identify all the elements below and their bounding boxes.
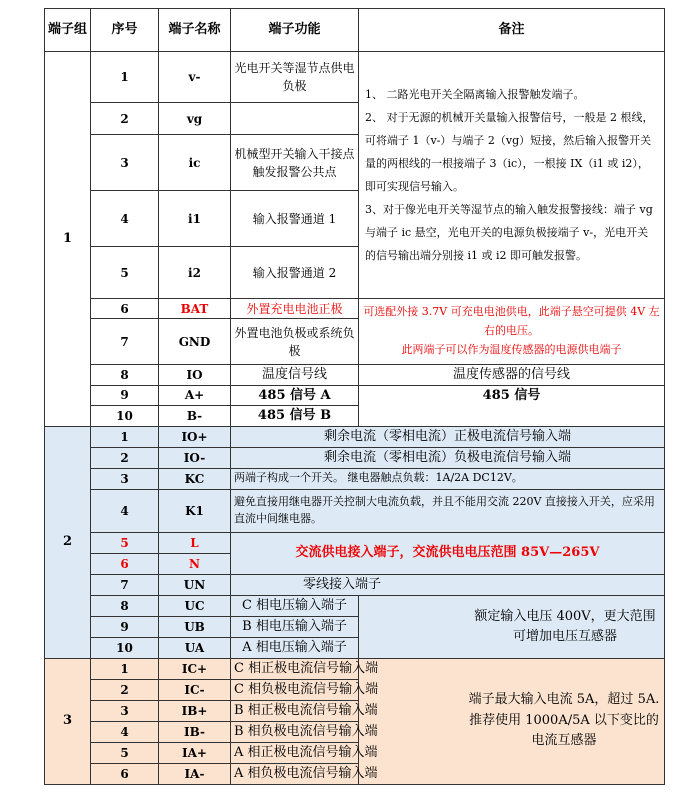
io-note: 温度传感器的信号线	[359, 365, 665, 386]
ac-power-note: 交流供电接入端子，交流供电电压范围 85V—265V	[231, 532, 665, 574]
terminal-name: IB-	[159, 721, 231, 742]
terminal-name: BAT	[159, 299, 231, 319]
current-note: 端子最大输入电流 5A，超过 5A.推荐使用 1000A/5A 以下变比的电流互感器	[359, 658, 665, 784]
seq-cell: 6	[91, 553, 159, 574]
terminal-func: C 相电压输入端子	[231, 595, 359, 616]
terminal-name: L	[159, 532, 231, 553]
terminal-name: B-	[159, 406, 231, 427]
header-group: 端子组	[45, 9, 91, 52]
seq-cell: 5	[91, 247, 159, 299]
terminal-func: 光电开关等湿节点供电负极	[231, 52, 359, 103]
terminal-func: B 相电压输入端子	[231, 616, 359, 637]
seq-cell: 1	[91, 426, 159, 447]
header-note: 备注	[359, 9, 665, 52]
group-label: 3	[45, 658, 91, 784]
terminal-name: v-	[159, 52, 231, 103]
terminal-name: KC	[159, 468, 231, 489]
terminal-func: 输入报警通道 1	[231, 191, 359, 247]
note-line: 1、 二路光电开关全隔离输入报警触发端子。	[365, 87, 585, 101]
seq-cell: 9	[91, 385, 159, 406]
seq-cell: 8	[91, 595, 159, 616]
seq-cell: 3	[91, 700, 159, 721]
seq-cell: 9	[91, 616, 159, 637]
bat-note: 可选配外接 3.7V 可充电电池供电，此端子悬空可提供 4V 左右的电压。	[363, 305, 660, 338]
header-func: 端子功能	[231, 9, 359, 52]
table-row	[45, 595, 665, 616]
terminal-func: 485 信号 B	[231, 406, 359, 427]
terminal-func: 温度信号线	[231, 365, 359, 386]
seq-cell: 5	[91, 532, 159, 553]
seq-cell: 6	[91, 299, 159, 319]
terminal-func: A 相正极电流信号输入端	[231, 742, 359, 763]
terminal-table	[44, 8, 665, 785]
terminal-func: A 相电压输入端子	[231, 637, 359, 658]
terminal-func: 外置电池负极或系统负极	[231, 319, 359, 365]
table-row	[45, 52, 665, 103]
terminal-name: IC-	[159, 679, 231, 700]
seq-cell: 10	[91, 406, 159, 427]
terminal-name: IA+	[159, 742, 231, 763]
terminal-func: 剩余电流（零相电流）正极电流信号输入端	[231, 426, 665, 447]
terminal-name: IC+	[159, 658, 231, 679]
seq-cell: 5	[91, 742, 159, 763]
voltage-note: 额定输入电压 400V，更大范围可增加电压互感器	[359, 595, 665, 658]
group-label: 1	[45, 52, 91, 427]
terminal-func: B 相正极电流信号输入端	[231, 700, 359, 721]
header-row	[45, 9, 665, 52]
seq-cell: 2	[91, 679, 159, 700]
terminal-name: GND	[159, 319, 231, 365]
note-line: 2、 对于无源的机械开关量输入报警信号，一般是 2 根线，可将端子 1（v-）与端子 2（vg）短接，然后输入报警开关量的两根线的一根接端子 3（ic），一根接 IX（i1 或 i2），即可实现信号输入。	[365, 110, 654, 193]
table-row	[45, 489, 665, 532]
gnd-note: 此两端子可以作为温度传感器的电源供电端子	[401, 342, 622, 356]
bat-gnd-note	[359, 299, 665, 365]
terminal-name: UA	[159, 637, 231, 658]
seq-cell: 2	[91, 447, 159, 468]
table-row	[45, 532, 665, 553]
terminal-func: B 相负极电流信号输入端	[231, 721, 359, 742]
table-row	[45, 658, 665, 679]
terminal-name: ic	[159, 135, 231, 191]
terminal-name: vg	[159, 103, 231, 135]
seq-cell: 8	[91, 365, 159, 386]
table-row	[45, 468, 665, 489]
terminal-name: IB+	[159, 700, 231, 721]
group1-note	[359, 52, 665, 299]
table-row	[45, 299, 665, 319]
terminal-name: K1	[159, 489, 231, 532]
rs485-note: 485 信号	[359, 385, 665, 426]
table-row	[45, 365, 665, 386]
table-row	[45, 426, 665, 447]
terminal-name: IA-	[159, 763, 231, 784]
seq-cell: 4	[91, 191, 159, 247]
terminal-func: 剩余电流（零相电流）负极电流信号输入端	[231, 447, 665, 468]
terminal-name: UN	[159, 574, 231, 595]
group-label: 2	[45, 426, 91, 658]
terminal-func: 两端子构成一个开关。 继电器触点负载：1A/2A DC12V。	[231, 468, 665, 489]
table-row	[45, 385, 665, 406]
terminal-name: IO+	[159, 426, 231, 447]
terminal-func: 零线接入端子	[231, 574, 665, 595]
seq-cell: 7	[91, 319, 159, 365]
header-name: 端子名称	[159, 9, 231, 52]
terminal-name: UC	[159, 595, 231, 616]
terminal-name: A+	[159, 385, 231, 406]
seq-cell: 1	[91, 658, 159, 679]
terminal-func: C 相负极电流信号输入端	[231, 679, 359, 700]
terminal-name: i2	[159, 247, 231, 299]
terminal-func: 输入报警通道 2	[231, 247, 359, 299]
header-seq: 序号	[91, 9, 159, 52]
terminal-func	[231, 103, 359, 135]
seq-cell: 1	[91, 52, 159, 103]
terminal-func: C 相正极电流信号输入端	[231, 658, 359, 679]
seq-cell: 6	[91, 763, 159, 784]
terminal-func: 485 信号 A	[231, 385, 359, 406]
terminal-name: IO-	[159, 447, 231, 468]
seq-cell: 3	[91, 468, 159, 489]
terminal-func: 避免直接用继电器开关控制大电流负载，并且不能用交流 220V 直接接入开关，应采用直流中间继电器。	[231, 489, 665, 532]
table-row	[45, 574, 665, 595]
seq-cell: 7	[91, 574, 159, 595]
seq-cell: 4	[91, 721, 159, 742]
terminal-func: 机械型开关输入干接点触发报警公共点	[231, 135, 359, 191]
terminal-name: N	[159, 553, 231, 574]
terminal-func: A 相负极电流信号输入端	[231, 763, 359, 784]
terminal-name: i1	[159, 191, 231, 247]
terminal-name: UB	[159, 616, 231, 637]
note-line: 3、对于像光电开关等湿节点的输入触发报警接线：端子 vg 与端子 ic 悬空，光电开关的电源负极接端子 v-，光电开关的信号输出端分别接 i1 或 i2 即可触发报警。	[365, 203, 653, 263]
seq-cell: 10	[91, 637, 159, 658]
seq-cell: 2	[91, 103, 159, 135]
terminal-func: 外置充电电池正极	[231, 299, 359, 319]
terminal-name: IO	[159, 365, 231, 386]
seq-cell: 3	[91, 135, 159, 191]
table-row	[45, 447, 665, 468]
seq-cell: 4	[91, 489, 159, 532]
